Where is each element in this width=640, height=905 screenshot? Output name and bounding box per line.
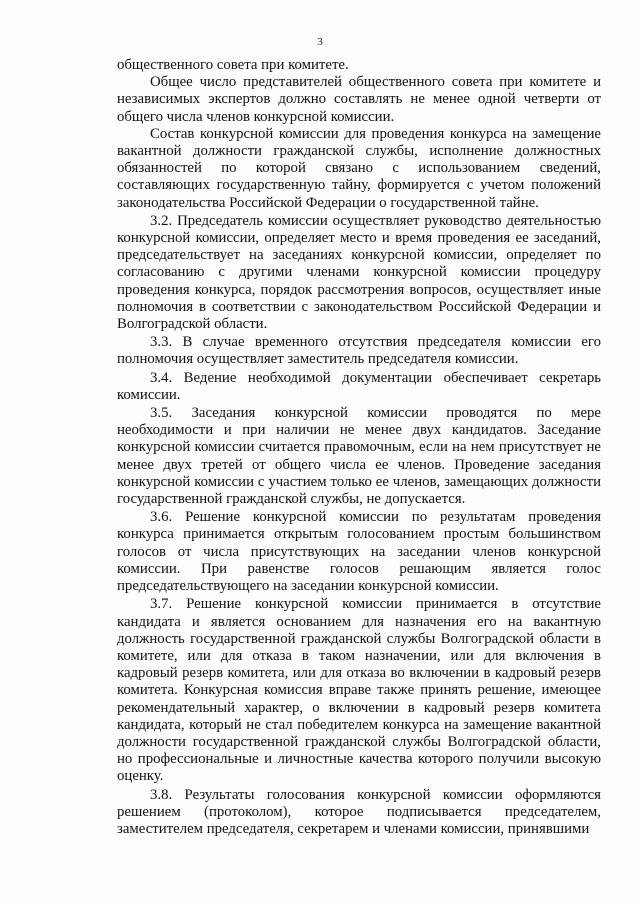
clause-3-8: 3.8. Результаты голосования конкурсной комиссии оформляются решением (протоколом), которое подписывается председателем, заместителем председателя, секретарем и членами комиссии, принявшими xyxy=(117,786,601,837)
clause-3-2: 3.2. Председатель комиссии осуществляет руководство деятельностью конкурсной комиссии, определяет место и время проведения ее заседаний, председательствует на заседаниях конкурсной комиссии, определяет по согласованию с другими членами конкурсной комиссии процедуру проведения конкурса, порядок рассмотрения вопросов, осуществляет иные полномочия в соответствии с законодательством Российской Федерации и Волгоградской области. xyxy=(117,212,601,333)
clause-3-4: 3.4. Ведение необходимой документации обеспечивает секретарь комиссии. xyxy=(117,369,601,403)
clause-3-5: 3.5. Заседания конкурсной комиссии проводятся по мере необходимости и при наличии не менее двух кандидатов. Заседание конкурсной комиссии считается правомочным, если на нем присутствует не менее двух третей от общего числа ее членов. Проведение заседания конкурсной комиссии с участием только ее членов, замещающих должности государственной гражданской службы, не допускается. xyxy=(117,405,601,508)
paragraph-expert-quota: Общее число представителей общественного совета при комитете и независимых экспертов должно составлять не менее одной четверти от общего числа членов конкурсной комиссии. xyxy=(117,74,601,125)
clause-3-3: 3.3. В случае временного отсутствия председателя комиссии его полномочия осуществляет заместитель председателя комиссии. xyxy=(117,334,601,368)
paragraph-continuation: общественного совета при комитете. xyxy=(117,57,349,73)
page-number: 3 xyxy=(317,36,323,48)
clause-3-6: 3.6. Решение конкурсной комиссии по результатам проведения конкурса принимается открытым голосованием простым большинством голосов от числа присутствующих на заседании членов конкурсной комиссии. При равенстве голосов решающим является голос председательствующего на заседании конкурсной комиссии. xyxy=(117,509,601,595)
paragraph-commission-composition: Состав конкурсной комиссии для проведения конкурса на замещение вакантной должности гражданской службы, исполнение должностных обязанностей по которой связано с использованием сведений, составляющих государственную тайну, формируется с учетом положений законодательства Российской Федерации о государственной тайне. xyxy=(117,125,601,211)
document-body xyxy=(117,57,601,838)
clause-3-7: 3.7. Решение конкурсной комиссии принимается в отсутствие кандидата и является основанием для назначения его на вакантную должность государственной гражданской службы Волгоградской области в комитете, или для отказа в таком назначении, или для включения в кадровый резерв комитета, или для отказа во включении в кадровый резерв комитета. Конкурсная комиссия вправе также принять решение, имеющее рекомендательный характер, о включении в кадровый резерв комитета кандидата, который не стал победителем конкурса на замещение вакантной должности государственной гражданской службы Волгоградской области, но профессиональные и личностные качества которого получили высокую оценку. xyxy=(117,596,601,785)
